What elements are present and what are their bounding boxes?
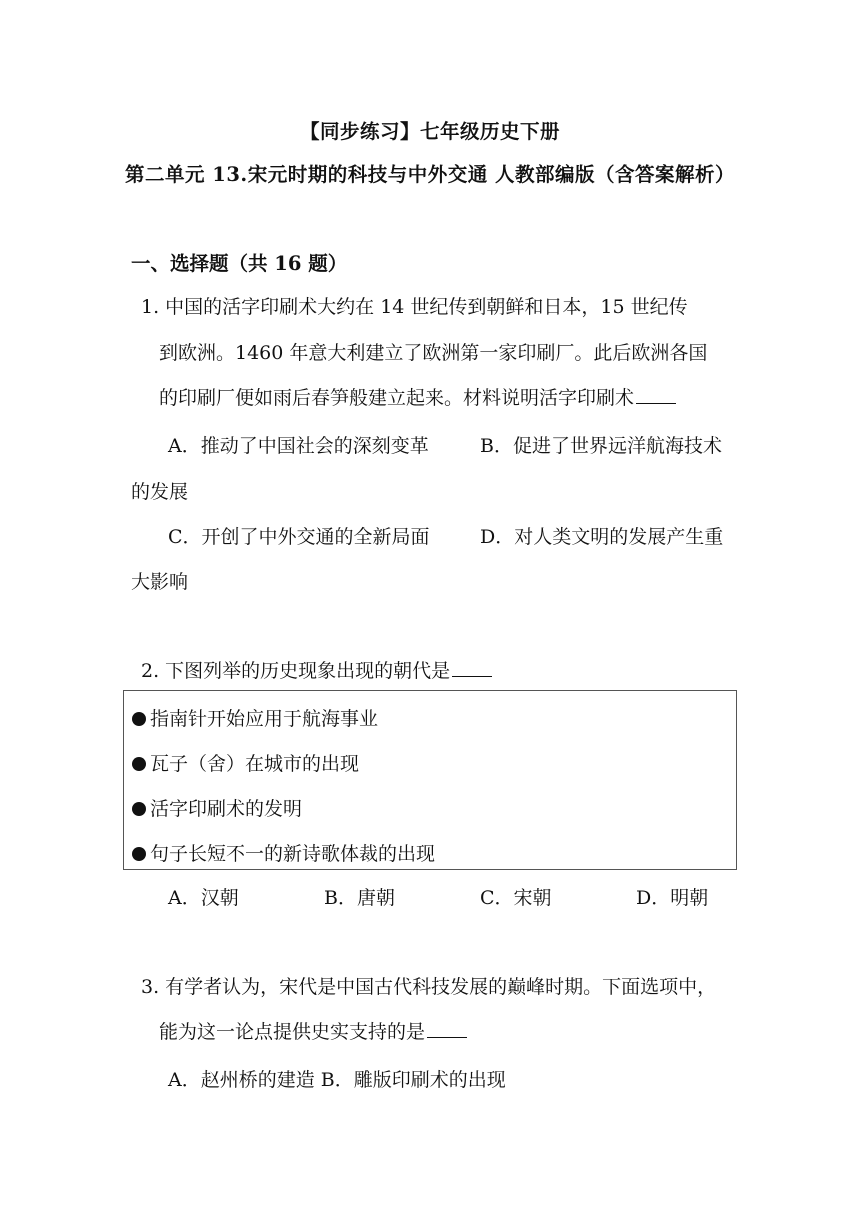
section-heading: 一、选择题（共 16 题） [131,252,348,275]
q1-stem-line3 [159,385,676,411]
q2-info-box [123,690,737,870]
q2-box-item: 句子长短不一的新诗歌体裁的出现 [132,839,435,866]
document-title: 【同步练习】七年级历史下册 [299,120,560,143]
answer-blank [452,658,492,677]
q2-box-item: 指南针开始应用于航海事业 [132,704,378,731]
bullet-icon [132,712,146,726]
q2-option-d: D．明朝 [636,887,709,909]
answer-blank [636,385,676,404]
q2-option-a: A．汉朝 [168,887,239,909]
bullet-icon [132,847,146,861]
document-subtitle: 第二单元 13.宋元时期的科技与中外交通 人教部编版（含答案解析） [124,163,735,186]
q1-option-b: B．促进了世界远洋航海技术 [480,435,722,457]
q1-option-c: C．开创了中外交通的全新局面 [168,526,430,548]
q3-stem-line2 [159,1019,467,1045]
q2-option-c: C．宋朝 [480,887,552,909]
q3-options-a-b: A．赵州桥的建造 B．雕版印刷术的出现 [168,1069,506,1091]
bullet-icon [132,757,146,771]
q2-box-item: 活字印刷术的发明 [132,794,302,821]
q3-stem-text: 能为这一论点提供史实支持的是 [159,1021,426,1043]
q1-option-b-continued: 的发展 [131,481,189,503]
q1-stem-line1: 1. 中国的活字印刷术大约在 14 世纪传到朝鲜和日本，15 世纪传 [141,296,688,318]
q1-option-a: A．推动了中国社会的深刻变革 [168,435,429,457]
q1-option-d: D．对人类文明的发展产生重 [480,526,724,548]
q2-option-b: B．唐朝 [324,887,395,909]
answer-blank [427,1019,467,1038]
q1-stem-text: 的印刷厂便如雨后春笋般建立起来。材料说明活字印刷术 [159,387,635,409]
q1-stem-line2: 到欧洲。1460 年意大利建立了欧洲第一家印刷厂。此后欧洲各国 [159,342,708,364]
q2-box-item: 瓦子（舍）在城市的出现 [132,749,359,776]
bullet-icon [132,802,146,816]
q1-option-d-continued: 大影响 [131,571,189,593]
q2-stem [141,658,492,684]
q2-stem-text: 2. 下图列举的历史现象出现的朝代是 [141,660,451,682]
q3-stem-line1: 3. 有学者认为，宋代是中国古代科技发展的巅峰时期。下面选项中， [141,976,717,998]
